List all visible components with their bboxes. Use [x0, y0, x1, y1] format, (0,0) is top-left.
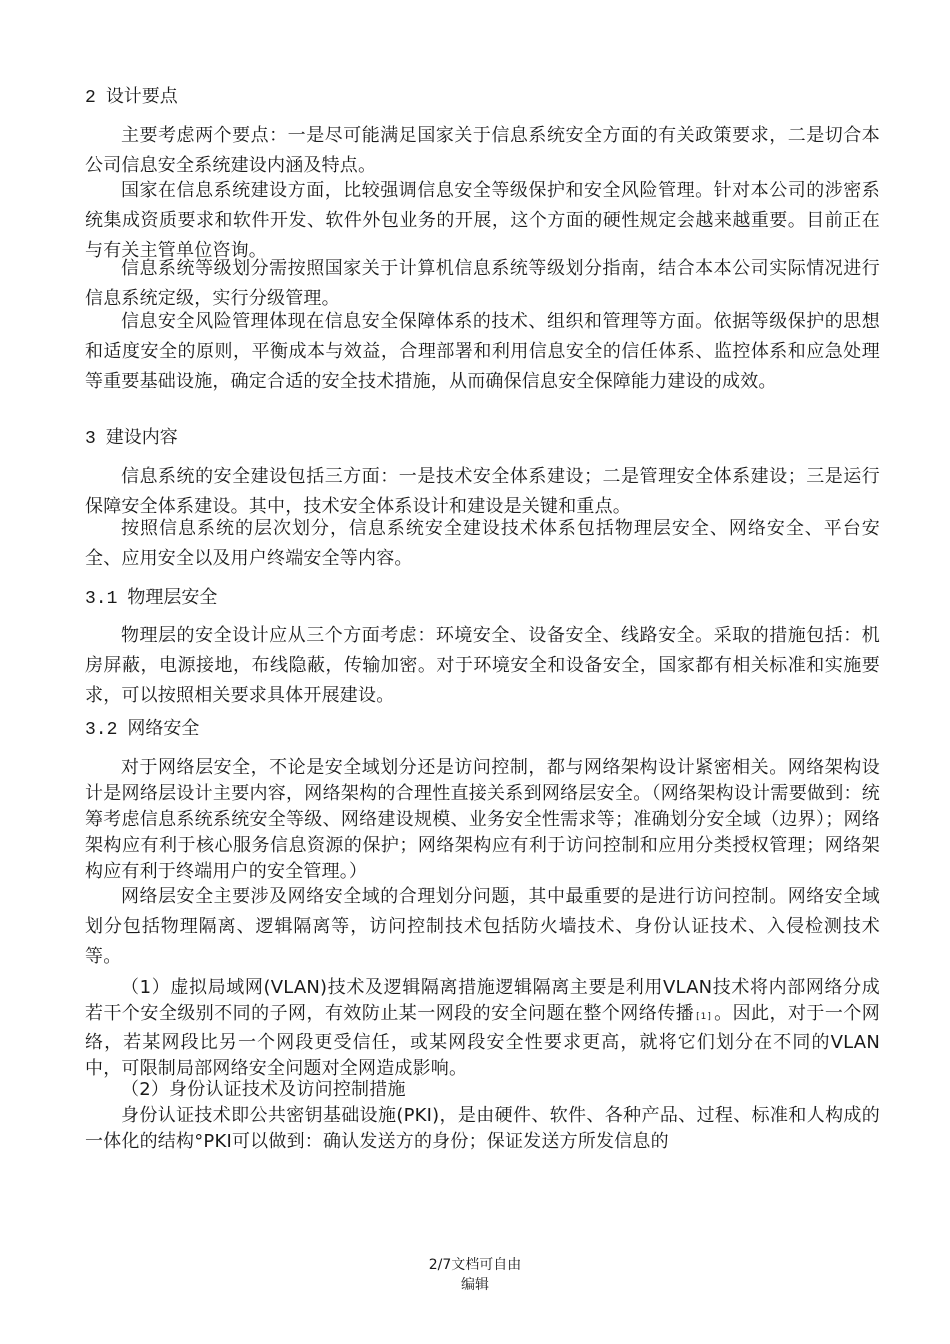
paragraph: 网络层安全主要涉及网络安全域的合理划分问题，其中最重要的是进行访问控制。网络安全域划分包括物理隔离、逻辑隔离等，访问控制技术包括防火墙技术、身份认证技术、入侵检测技术等。: [85, 886, 880, 967]
footer-line: 2/7文档可自由: [428, 1257, 522, 1273]
section-3-heading: [85, 425, 178, 452]
section-number: 2: [85, 88, 96, 108]
paragraph: 身份认证技术即公共密钥基础设施(PKI)，是由硬件、软件、各种产品、过程、标准和人构成的一体化的结构°PKI可以做到：确认发送方的身份；保证发送方所发信息的: [85, 1105, 880, 1152]
list-item-text: （1）虚拟局域网(VLAN)技术及逻辑隔离措施逻辑隔离主要是利用VLAN技术将内部网络分成若干个安全级别不同的子网，有效防止某一网段的安全问题在整个网络传播: [85, 977, 880, 1024]
list-item-1: [85, 975, 880, 1082]
section-title: 网络安全: [127, 718, 200, 739]
footer-line: 编辑: [461, 1277, 489, 1293]
paragraph: 物理层的安全设计应从三个方面考虑：环境安全、设备安全、线路安全。采取的措施包括：机房屏蔽，电源接地，布线隐蔽，传输加密。对于环境安全和设备安全，国家都有相关标准和实施要求，可以按照相关要求具体开展建设。: [85, 625, 880, 706]
section-title: 设计要点: [105, 86, 178, 107]
section-title: 物理层安全: [127, 587, 218, 608]
section-3-1-heading: [85, 585, 217, 612]
paragraph: 国家在信息系统建设方面，比较强调信息安全等级保护和安全风险管理。针对本公司的涉密系统集成资质要求和软件开发、软件外包业务的开展，这个方面的硬性规定会越来越重要。目前正在与有关主管单位咨询。: [85, 180, 880, 261]
section-title: 建设内容: [105, 427, 178, 448]
section-3-2-heading: [85, 716, 199, 743]
paragraph: 对于网络层安全，不论是安全域划分还是访问控制，都与网络架构设计紧密相关。网络架构设计是网络层设计主要内容，网络架构的合理性直接关系到网络层安全。（网络架构设计需要做到：统筹考虑信息系统系统安全等级、网络建设规模、业务安全性需求等；准确划分安全域（边界）；网络架构应有利于核心服务信息资源的保护；网络架构应有利于访问控制和应用分类授权管理；网络架构应有利于终端用户的安全管理。）: [85, 757, 880, 882]
list-item-text: 。因此，对于一个网络，若某网段比另一个网段更受信任，或某网段安全性要求更高，就将它们划分在不同的VLAN中，可限制局部网络安全问题对全网造成影响。: [85, 1003, 880, 1079]
paragraph: 信息系统等级划分需按照国家关于计算机信息系统等级划分指南，结合本本公司实际情况进行信息系统定级，实行分级管理。: [85, 258, 880, 309]
page-footer: [0, 1255, 950, 1295]
paragraph: 主要考虑两个要点：一是尽可能满足国家关于信息系统安全方面的有关政策要求，二是切合本公司信息安全系统建设内涵及特点。: [85, 125, 880, 176]
paragraph: 按照信息系统的层次划分，信息系统安全建设技术体系包括物理层安全、网络安全、平台安全、应用安全以及用户终端安全等内容。: [85, 518, 880, 569]
section-2-heading: [85, 84, 178, 111]
list-item-2: （2）身份认证技术及访问控制措施: [121, 1079, 406, 1100]
section-number: 3.2: [85, 720, 118, 740]
paragraph: 信息安全风险管理体现在信息安全保障体系的技术、组织和管理等方面。依据等级保护的思想和适度安全的原则，平衡成本与效益，合理部署和利用信息安全的信任体系、监控体系和应急处理等重要基础设施，确定合适的安全技术措施，从而确保信息安全保障能力建设的成效。: [85, 311, 880, 392]
citation-marker: [1]: [696, 1012, 712, 1022]
paragraph: 信息系统的安全建设包括三方面：一是技术安全体系建设；二是管理安全体系建设；三是运行保障安全体系建设。其中，技术安全体系设计和建设是关键和重点。: [85, 466, 880, 517]
section-number: 3: [85, 429, 96, 449]
section-number: 3.1: [85, 589, 118, 609]
